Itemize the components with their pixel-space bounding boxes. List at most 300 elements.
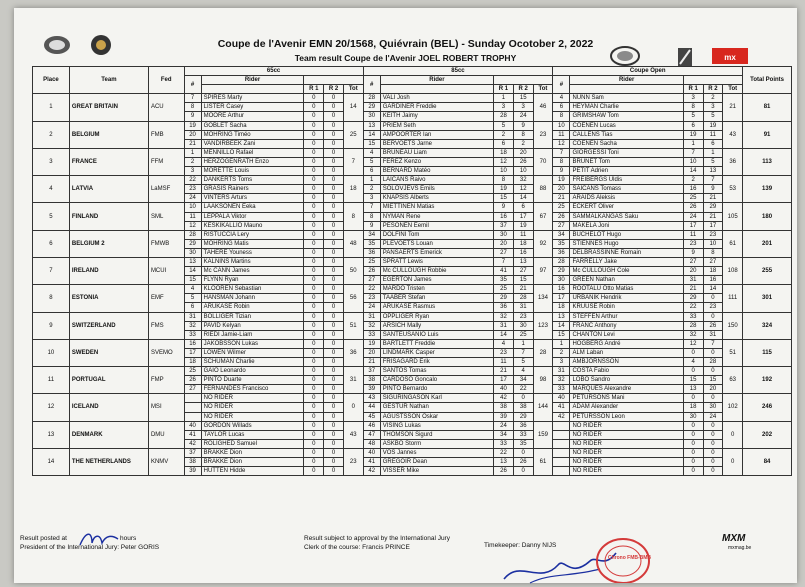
rider-name-cell: CARDOSO Goncalo <box>380 376 493 385</box>
rider-name-cell: NO RIDER <box>201 403 304 412</box>
rider-name-cell: MORETTE Louis <box>201 167 304 176</box>
rider-name-cell: ECKERT Oliver <box>570 203 683 212</box>
rider-name-cell: SAMMALKANGAS Saku <box>570 212 683 221</box>
class-total-cell: 28 <box>533 339 553 366</box>
race1-points-cell: 19 <box>683 130 703 139</box>
class-total-cell: 61 <box>533 448 553 475</box>
race2-points-cell: 3 <box>513 103 533 112</box>
race2-points-cell: 14 <box>513 194 533 203</box>
race2-points-cell: 34 <box>513 376 533 385</box>
race2-points-cell: 0 <box>703 367 723 376</box>
num-header: # <box>553 76 570 94</box>
rider-header: Rider <box>201 76 304 85</box>
rider-name-cell: KLOOREN Sebastian <box>201 285 304 294</box>
rider-name-cell: FRISAGARD Erik <box>380 358 493 367</box>
race2-points-cell: 0 <box>324 103 344 112</box>
sheet-header <box>14 8 797 66</box>
race1-points-cell: 2 <box>494 130 514 139</box>
rider-number-cell: 12 <box>553 139 570 148</box>
race1-points-cell: 0 <box>304 230 324 239</box>
race2-points-cell: 18 <box>513 239 533 248</box>
race1-points-cell: 14 <box>683 167 703 176</box>
race1-points-cell: 7 <box>494 257 514 266</box>
race2-points-cell: 0 <box>703 448 723 457</box>
class-85-header: 85cc <box>363 67 553 76</box>
place-cell: 13 <box>33 421 70 448</box>
total-points-cell: 113 <box>743 148 792 175</box>
race1-points-cell: 42 <box>494 394 514 403</box>
place-header: Place <box>33 67 70 94</box>
rider-number-cell: 34 <box>363 230 380 239</box>
rider-number-cell: 42 <box>184 439 201 448</box>
place-cell: 11 <box>33 367 70 394</box>
race1-points-cell: 13 <box>494 458 514 467</box>
race2-points-cell: 20 <box>513 148 533 157</box>
race2-points-cell: 0 <box>513 394 533 403</box>
race1-points-cell: 0 <box>304 448 324 457</box>
race2-points-cell: 23 <box>513 312 533 321</box>
total-points-cell: 301 <box>743 285 792 312</box>
race1-points-cell: 28 <box>683 321 703 330</box>
rider-name-cell: OPPLIGER Ryan <box>380 312 493 321</box>
race1-points-cell: 12 <box>494 157 514 166</box>
rider-name-cell: TAHERE Youness <box>201 248 304 257</box>
race2-points-cell: 24 <box>513 112 533 121</box>
race2-points-cell: 7 <box>703 176 723 185</box>
rider-number-cell: 37 <box>184 448 201 457</box>
race1-points-cell: 18 <box>683 403 703 412</box>
rider-name-cell: VANDIRBEEK Zani <box>201 139 304 148</box>
race2-points-cell: 0 <box>513 467 533 476</box>
rider-number-cell: 22 <box>184 176 201 185</box>
rider-number-cell: 39 <box>184 467 201 476</box>
rider-name-cell: LISTER Casey <box>201 103 304 112</box>
race2-points-cell: 31 <box>703 330 723 339</box>
class-open-header: Coupe Open <box>553 67 743 76</box>
class-total-cell: 150 <box>723 312 743 339</box>
rider-name-cell: FRANC Anthony <box>570 321 683 330</box>
race1-points-cell: 17 <box>683 221 703 230</box>
race2-points-cell: 0 <box>324 230 344 239</box>
race2-points-cell: 0 <box>324 221 344 230</box>
class-total-cell: 23 <box>343 448 363 475</box>
rider-name-cell: URBANIK Hendrik <box>570 294 683 303</box>
rider-number-cell: 21 <box>184 139 201 148</box>
race1-points-cell: 22 <box>683 303 703 312</box>
race1-points-cell: 0 <box>304 212 324 221</box>
total-points-cell: 192 <box>743 367 792 394</box>
race1-points-cell: 0 <box>304 121 324 130</box>
class-total-cell: 159 <box>533 421 553 448</box>
race2-points-cell: 26 <box>513 157 533 166</box>
class-total-cell: 43 <box>343 421 363 448</box>
race1-points-cell: 0 <box>304 157 324 166</box>
rider-number-cell: 43 <box>363 394 380 403</box>
race2-points-cell: 11 <box>513 230 533 239</box>
rider-number-cell: 3 <box>553 358 570 367</box>
rider-name-cell: LEPPALA Viktor <box>201 212 304 221</box>
rider-name-cell: ROLIGHED Samuel <box>201 439 304 448</box>
federation-cell: MCUI <box>148 257 184 284</box>
race2-points-cell: 10 <box>703 239 723 248</box>
rider-name-cell: Mc CANN James <box>201 267 304 276</box>
page-subtitle: Team result Coupe de l'Avenir JOEL ROBERT TROPHY <box>294 53 517 63</box>
race2-points-cell: 8 <box>703 248 723 257</box>
rider-name-cell: ARAIDS Aleksis <box>570 194 683 203</box>
place-cell: 6 <box>33 230 70 257</box>
rider-number-cell: 7 <box>363 203 380 212</box>
class-total-cell: 56 <box>343 285 363 312</box>
brand-url-label: mxmag.be <box>728 545 752 551</box>
class-total-cell: 134 <box>533 285 553 312</box>
brand-label: MXM <box>722 533 746 544</box>
rider-name-cell: SANTEUSANIO Luis <box>380 330 493 339</box>
rider-name-cell: GRIMSHAW Tom <box>570 112 683 121</box>
class-total-cell: 0 <box>343 394 363 421</box>
rider-number-cell: 2 <box>184 157 201 166</box>
race2-points-cell: 5 <box>703 157 723 166</box>
rider-name-cell: PETURSSON Leon <box>570 412 683 421</box>
race2-points-cell: 0 <box>324 367 344 376</box>
rider-number-cell: 44 <box>363 403 380 412</box>
rider-number-cell: 4 <box>184 285 201 294</box>
race1-points-cell: 0 <box>304 394 324 403</box>
rider-number-cell: 25 <box>363 257 380 266</box>
rider-number-cell: 42 <box>363 467 380 476</box>
rider-number-cell: 30 <box>363 112 380 121</box>
class-total-cell: 70 <box>533 148 553 175</box>
total-points-cell: 324 <box>743 312 792 339</box>
rider-number-cell: 24 <box>363 303 380 312</box>
table-row <box>33 394 792 403</box>
tot-header: Tot <box>533 85 553 94</box>
rider-name-cell: MARDO Tristen <box>380 285 493 294</box>
race2-points-cell: 0 <box>324 439 344 448</box>
race1-points-cell: 25 <box>494 285 514 294</box>
table-row <box>33 339 792 348</box>
place-cell: 12 <box>33 394 70 421</box>
race2-points-cell: 0 <box>324 403 344 412</box>
rider-number-cell: 29 <box>553 267 570 276</box>
race1-points-cell: 0 <box>304 194 324 203</box>
rider-name-cell: GREEN Nathan <box>570 276 683 285</box>
race2-points-cell: 0 <box>324 176 344 185</box>
race1-points-cell: 34 <box>494 430 514 439</box>
rider-name-cell: MARQUES Alexandre <box>570 385 683 394</box>
race2-points-cell: 0 <box>324 121 344 130</box>
rider-number-cell: 6 <box>184 303 201 312</box>
rider-name-cell: LOWEN Wilmer <box>201 348 304 357</box>
rider-number-cell: 45 <box>363 412 380 421</box>
rider-name-cell: CHANTON Levi <box>570 330 683 339</box>
rider-name-cell: LAICANS Raivo <box>380 176 493 185</box>
r1-header: R 1 <box>494 85 514 94</box>
rider-number-cell <box>553 421 570 430</box>
num-header: # <box>184 76 201 94</box>
rider-name-cell: MIETTINEN Matias <box>380 203 493 212</box>
place-cell: 8 <box>33 285 70 312</box>
race1-points-cell: 4 <box>494 339 514 348</box>
race2-points-cell: 0 <box>324 257 344 266</box>
rider-number-cell: 11 <box>184 212 201 221</box>
rider-number-cell: 33 <box>553 385 570 394</box>
tot-header: Tot <box>343 85 363 94</box>
rider-number-cell: 30 <box>553 276 570 285</box>
class-total-cell: 98 <box>533 367 553 394</box>
rider-name-cell: NO RIDER <box>201 412 304 421</box>
rider-name-cell: STEFFEN Arthur <box>570 312 683 321</box>
race2-points-cell: 19 <box>513 221 533 230</box>
race2-points-cell: 21 <box>703 212 723 221</box>
race2-points-cell: 0 <box>324 185 344 194</box>
race1-points-cell: 0 <box>304 412 324 421</box>
rider-name-cell: Mc CULLOUGH Cole <box>570 267 683 276</box>
place-cell: 2 <box>33 121 70 148</box>
rider-number-cell: 40 <box>553 394 570 403</box>
class-total-cell: 0 <box>723 421 743 448</box>
race1-points-cell: 19 <box>494 185 514 194</box>
rider-number-cell: 10 <box>553 121 570 130</box>
rider-name-cell: BUCHELOT Hugo <box>570 230 683 239</box>
table-row <box>33 448 792 457</box>
rider-number-cell: 34 <box>553 230 570 239</box>
class-total-cell: 61 <box>723 230 743 257</box>
rider-name-cell: PETIT Adrien <box>570 167 683 176</box>
total-points-cell: 202 <box>743 421 792 448</box>
race2-points-cell: 0 <box>324 412 344 421</box>
race2-points-cell: 14 <box>703 285 723 294</box>
rider-name-cell: PLEVOETS Louan <box>380 239 493 248</box>
class-total-cell: 43 <box>723 121 743 148</box>
race2-points-cell: 13 <box>703 167 723 176</box>
rider-name-cell: BRUNEAU Liam <box>380 148 493 157</box>
rider-name-cell: KALNINS Martins <box>201 257 304 266</box>
rider-name-cell: AGUSTSSON Oskar <box>380 412 493 421</box>
race2-points-cell: 0 <box>324 167 344 176</box>
race1-points-cell: 0 <box>304 267 324 276</box>
federation-cell: MSI <box>148 394 184 421</box>
page-title: Coupe de l'Avenir EMN 20/1568, Quiévrain (BEL) - Sunday Ocotober 2, 2022 <box>217 38 594 50</box>
rider-number-cell: 16 <box>184 339 201 348</box>
rider-name-cell: MAKELA Joni <box>570 221 683 230</box>
rider-name-cell: ALM Laban <box>570 348 683 357</box>
race1-points-cell: 0 <box>683 394 703 403</box>
race1-points-cell: 36 <box>494 303 514 312</box>
race1-points-cell: 30 <box>683 412 703 421</box>
race2-points-cell: 0 <box>324 203 344 212</box>
rider-number-cell <box>553 458 570 467</box>
race2-points-cell: 27 <box>703 257 723 266</box>
team-name-cell: SWITZERLAND <box>69 312 148 339</box>
r2-header: R 2 <box>513 85 533 94</box>
race2-points-cell: 28 <box>513 294 533 303</box>
rider-name-cell: BRUNET Tom <box>570 157 683 166</box>
race1-points-cell: 39 <box>494 412 514 421</box>
race2-points-cell: 0 <box>324 194 344 203</box>
race1-points-cell: 1 <box>683 139 703 148</box>
rider-name-cell: FEREZ Kenzo <box>380 157 493 166</box>
race1-points-cell: 30 <box>494 230 514 239</box>
race2-points-cell: 0 <box>513 448 533 457</box>
race2-points-cell: 5 <box>703 112 723 121</box>
race1-points-cell: 0 <box>304 221 324 230</box>
race1-points-cell: 0 <box>304 276 324 285</box>
race1-points-cell: 0 <box>304 367 324 376</box>
rider-number-cell: 38 <box>184 458 201 467</box>
race2-points-cell: 0 <box>324 303 344 312</box>
race2-points-cell: 26 <box>513 458 533 467</box>
race1-points-cell: 11 <box>494 358 514 367</box>
race1-points-cell: 0 <box>304 176 324 185</box>
rider-number-cell: 19 <box>553 176 570 185</box>
race1-points-cell: 0 <box>304 185 324 194</box>
rider-number-cell: 28 <box>184 230 201 239</box>
class-total-cell: 53 <box>723 176 743 203</box>
rider-name-cell: MOHRING Timéo <box>201 130 304 139</box>
race1-points-cell: 0 <box>304 467 324 476</box>
rider-name-cell: PESONEN Eemil <box>380 221 493 230</box>
race1-points-cell: 0 <box>304 130 324 139</box>
rider-number-cell <box>553 448 570 457</box>
race1-points-cell: 26 <box>494 467 514 476</box>
race1-points-cell: 4 <box>683 358 703 367</box>
rider-number-cell: 25 <box>553 203 570 212</box>
rider-name-cell: EGERTON James <box>380 276 493 285</box>
rider-number-cell <box>184 394 201 403</box>
rider-name-cell: GAIO Leonardo <box>201 367 304 376</box>
race2-points-cell: 35 <box>513 439 533 448</box>
race2-points-cell: 0 <box>324 248 344 257</box>
table-row <box>33 285 792 294</box>
race2-points-cell: 8 <box>513 130 533 139</box>
race1-points-cell: 11 <box>683 230 703 239</box>
rider-name-cell: COENEN Sacha <box>570 139 683 148</box>
rider-name-cell: GOBLET Sacha <box>201 121 304 130</box>
r2-header: R 2 <box>703 85 723 94</box>
rider-number-cell: 20 <box>363 348 380 357</box>
place-cell: 14 <box>33 448 70 475</box>
rider-number-cell: 20 <box>184 130 201 139</box>
rider-name-cell: GORDON Willads <box>201 421 304 430</box>
rider-header: Rider <box>380 76 493 85</box>
race2-points-cell: 0 <box>703 394 723 403</box>
rider-name-cell: NO RIDER <box>570 439 683 448</box>
race2-points-cell: 10 <box>513 167 533 176</box>
team-name-cell: LATVIA <box>69 176 148 203</box>
race2-points-cell: 32 <box>513 176 533 185</box>
rider-name-cell: BRAKKE Dion <box>201 448 304 457</box>
race1-points-cell: 0 <box>683 367 703 376</box>
rider-number-cell: 41 <box>553 403 570 412</box>
race2-points-cell: 20 <box>703 385 723 394</box>
rider-name-cell: LINDMARK Casper <box>380 348 493 357</box>
r1-header: R 1 <box>304 85 324 94</box>
race1-points-cell: 8 <box>683 103 703 112</box>
rider-name-cell: FREIBERGS Uldis <box>570 176 683 185</box>
rider-number-cell: 12 <box>184 221 201 230</box>
race1-points-cell: 0 <box>304 312 324 321</box>
rider-name-cell: NYMAN Rene <box>380 212 493 221</box>
rider-name-cell: JAKOBSSON Lukas <box>201 339 304 348</box>
rider-number-cell: 7 <box>553 148 570 157</box>
rider-number-cell: 17 <box>184 348 201 357</box>
federation-cell: FFM <box>148 148 184 175</box>
class-total-cell: 0 <box>723 448 743 475</box>
team-name-cell: DENMARK <box>69 421 148 448</box>
blank-header <box>201 85 304 94</box>
rider-name-cell: MENNILLO Rafael <box>201 148 304 157</box>
rider-number-cell: 22 <box>363 285 380 294</box>
rider-name-cell: COSTA Fabio <box>570 367 683 376</box>
race1-points-cell: 9 <box>494 203 514 212</box>
race1-points-cell: 27 <box>683 257 703 266</box>
rider-number-cell: 18 <box>184 358 201 367</box>
rider-name-cell: GREGOIR Dean <box>380 458 493 467</box>
race2-points-cell: 0 <box>703 421 723 430</box>
race1-points-cell: 31 <box>683 276 703 285</box>
rider-number-cell: 9 <box>553 167 570 176</box>
total-points-cell: 84 <box>743 448 792 475</box>
race2-points-cell: 27 <box>513 267 533 276</box>
rider-number-cell: 19 <box>184 121 201 130</box>
class-total-cell: 7 <box>343 148 363 175</box>
rider-number-cell: 4 <box>363 148 380 157</box>
class-total-cell: 36 <box>343 339 363 366</box>
rider-number-cell: 5 <box>184 294 201 303</box>
race2-points-cell: 4 <box>513 367 533 376</box>
rider-number-cell: 33 <box>184 330 201 339</box>
race2-points-cell: 0 <box>324 157 344 166</box>
table-row <box>33 203 792 212</box>
federation-cell: FMS <box>148 312 184 339</box>
race1-points-cell: 22 <box>494 448 514 457</box>
race2-points-cell: 23 <box>703 230 723 239</box>
rider-number-cell: 29 <box>184 239 201 248</box>
race2-points-cell: 28 <box>703 358 723 367</box>
race1-points-cell: 38 <box>494 403 514 412</box>
race1-points-cell: 5 <box>683 112 703 121</box>
rider-number-cell: 46 <box>363 421 380 430</box>
class-total-cell: 108 <box>723 257 743 284</box>
rider-number-cell: 24 <box>184 194 201 203</box>
team-name-cell: IRELAND <box>69 257 148 284</box>
race1-points-cell: 3 <box>683 94 703 103</box>
race1-points-cell: 13 <box>683 385 703 394</box>
rider-name-cell: BERVOETS Jarne <box>380 139 493 148</box>
blank-header <box>380 85 493 94</box>
rider-name-cell: GIORGESSI Toni <box>570 148 683 157</box>
rider-number-cell: 36 <box>553 248 570 257</box>
race1-points-cell: 21 <box>683 285 703 294</box>
race1-points-cell: 0 <box>683 430 703 439</box>
rider-name-cell: TAABER Stefan <box>380 294 493 303</box>
rider-name-cell: SIGURINGASON Karl <box>380 394 493 403</box>
race1-points-cell: 18 <box>494 148 514 157</box>
race2-points-cell: 0 <box>324 394 344 403</box>
rider-number-cell: 11 <box>553 130 570 139</box>
team-name-cell: BELGIUM <box>69 121 148 148</box>
rider-name-cell: PETURSONS Mani <box>570 394 683 403</box>
rider-number-cell: 15 <box>363 139 380 148</box>
team-name-cell: ESTONIA <box>69 285 148 312</box>
place-cell: 9 <box>33 312 70 339</box>
rider-number-cell: 26 <box>363 267 380 276</box>
rider-name-cell: SPIRES Marty <box>201 94 304 103</box>
rider-number-cell: 30 <box>184 248 201 257</box>
table-row <box>33 230 792 239</box>
race2-points-cell: 0 <box>703 439 723 448</box>
rider-name-cell: PINTO Duarte <box>201 376 304 385</box>
